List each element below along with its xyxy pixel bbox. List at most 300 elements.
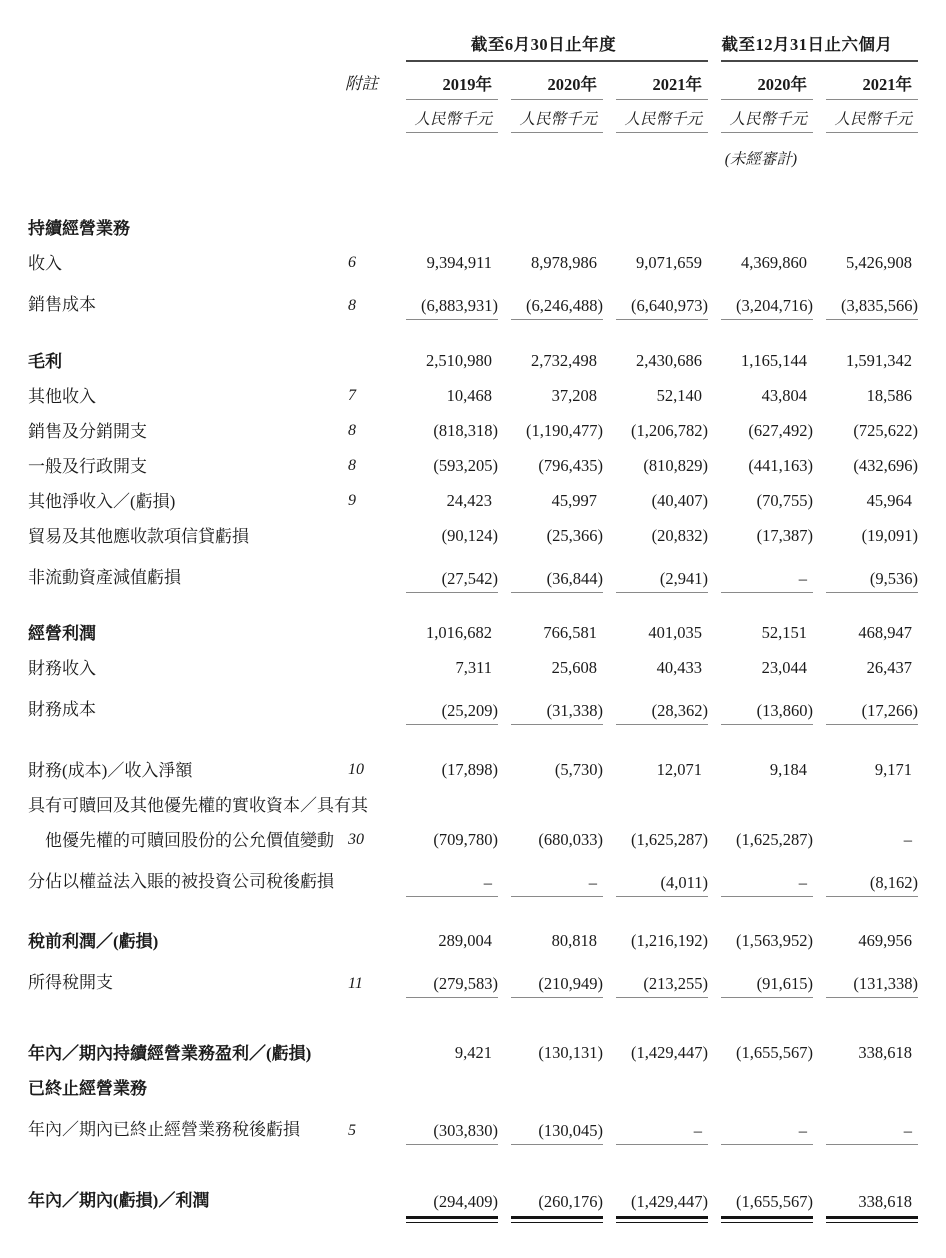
row-label: 銷售及分銷開支 (28, 421, 147, 441)
cell-value: (1,625,287) (736, 830, 814, 850)
cell-value: (1,563,952) (736, 931, 814, 951)
row-value-cell (385, 686, 498, 727)
row-value-cell (702, 379, 807, 414)
row-note: 9 (348, 492, 356, 510)
row-value-cell (807, 344, 912, 379)
row-label: 具有可贖回及其他優先權的實收資本／具有其 (28, 795, 368, 815)
row-value-cell (385, 1106, 498, 1147)
cell-value: 9,184 (769, 760, 808, 780)
row-label: 分佔以權益法入賬的被投資公司稅後虧損 (28, 872, 334, 892)
row-value-cell (597, 753, 702, 788)
spacer-row (28, 595, 912, 616)
cell-value: (279,583) (433, 974, 498, 994)
row-value-cell (807, 823, 912, 858)
row-value-cell (597, 1036, 709, 1071)
year-label: 2020年 (757, 74, 808, 94)
spacer-row (28, 1147, 912, 1179)
cell-value: 43,804 (761, 386, 808, 406)
row-value-cell (807, 246, 912, 281)
cell-value: (17,266) (861, 701, 919, 721)
table-row (28, 753, 912, 788)
row-label: 財務收入 (28, 658, 96, 678)
cell-value: (28,362) (651, 701, 709, 721)
row-note (340, 519, 385, 554)
row-value-cell (807, 924, 912, 959)
spacer-cell (28, 183, 912, 211)
cell-value: – (588, 873, 597, 893)
row-label: 年內／期內持續經營業務盈利／(虧損) (28, 1043, 312, 1063)
cell-value: (213,255) (643, 974, 709, 994)
unit-label: 人民幣千元 (519, 110, 597, 128)
unit-label: 人民幣千元 (414, 110, 492, 128)
cell-value: – (798, 873, 808, 893)
cell-value: (680,033) (538, 830, 603, 850)
row-value-cell (597, 449, 709, 484)
row-value-cell (385, 281, 498, 322)
row-note (340, 1071, 385, 1106)
row-value-cell (492, 281, 603, 322)
cell-value: 8,978,986 (531, 253, 597, 273)
underline-rule (721, 896, 813, 898)
row-value-cell (492, 686, 603, 727)
row-value-cell (702, 1106, 807, 1147)
cell-value: (210,949) (538, 974, 603, 994)
row-note: 7 (348, 387, 356, 405)
row-value-cell (492, 484, 597, 519)
cell-value: (6,883,931) (421, 296, 498, 316)
spacer-row (28, 899, 912, 924)
cell-value: (1,216,192) (631, 931, 709, 951)
table-row (28, 1106, 912, 1147)
spacer-row (28, 322, 912, 344)
cell-value: (6,246,488) (526, 296, 603, 316)
double-rule (616, 1216, 708, 1224)
row-value-cell (492, 1179, 603, 1223)
cell-value: (818,318) (433, 421, 498, 441)
cell-value: 468,947 (858, 623, 913, 643)
row-value-cell (807, 788, 912, 823)
cell-value: 4,369,860 (741, 253, 808, 273)
row-value-cell (597, 379, 702, 414)
cell-value: (131,338) (853, 974, 919, 994)
row-value-cell (385, 379, 492, 414)
row-label: 貿易及其他應收款項信貸虧損 (28, 526, 249, 546)
row-value-cell (597, 1179, 709, 1223)
group-annual-header (385, 24, 702, 62)
row-value-cell (492, 788, 597, 823)
year-header-cell (492, 62, 597, 100)
cell-value: 9,394,911 (426, 253, 492, 273)
row-value-cell (807, 616, 912, 651)
table-row (28, 1071, 912, 1106)
underline-rule (721, 592, 813, 594)
row-note (340, 651, 385, 686)
row-value-cell (492, 246, 597, 281)
row-value-cell (492, 823, 603, 858)
cell-value: (1,655,567) (736, 1192, 814, 1212)
unaudited-label: (未經審計) (724, 151, 798, 168)
year-label: 2019年 (442, 74, 492, 94)
row-label: 銷售成本 (28, 295, 96, 315)
cell-value: (36,844) (546, 569, 603, 589)
row-value-cell (492, 959, 603, 1000)
row-value-cell (597, 484, 709, 519)
row-note (340, 924, 385, 959)
cell-value: 52,140 (656, 386, 703, 406)
row-value-cell (385, 246, 492, 281)
cell-value: (4,011) (660, 873, 709, 893)
row-value-cell (702, 651, 807, 686)
group-annual-title: 截至6月30日止年度 (470, 35, 617, 55)
row-value-cell (807, 1071, 912, 1106)
group-header-row (28, 24, 912, 62)
cell-value: (1,190,477) (526, 421, 603, 441)
row-value-cell (385, 858, 492, 899)
underline-rule (511, 1144, 603, 1146)
cell-value: (25,366) (546, 526, 603, 546)
underline-rule (511, 319, 603, 321)
row-value-cell (807, 651, 912, 686)
cell-value: 25,608 (551, 658, 597, 678)
row-value-cell (807, 1106, 912, 1147)
row-value-cell (807, 858, 919, 899)
row-value-cell (807, 1036, 912, 1071)
cell-value: 338,618 (858, 1192, 913, 1212)
cell-value: 45,964 (866, 491, 913, 511)
row-value-cell (385, 554, 498, 595)
cell-value: (725,622) (853, 421, 919, 441)
row-note (340, 1036, 385, 1071)
row-value-cell (492, 651, 597, 686)
row-note: 6 (348, 254, 356, 272)
spacer-cell (28, 1147, 912, 1179)
cell-value: – (903, 1121, 913, 1141)
table-row (28, 246, 912, 281)
double-rule-top (721, 1216, 813, 1220)
row-label: 非流動資產減值虧損 (28, 568, 181, 588)
row-label: 財務成本 (28, 700, 96, 720)
cell-value: 766,581 (543, 623, 597, 643)
underline-rule (721, 1144, 813, 1146)
underline-rule (721, 997, 813, 999)
row-note (340, 686, 385, 727)
row-label: 已終止經營業務 (28, 1078, 147, 1098)
empty-cell (340, 100, 385, 133)
table-row (28, 924, 912, 959)
cell-value: 10,468 (446, 386, 492, 406)
empty-cell (340, 24, 385, 62)
table-row (28, 959, 912, 1000)
cell-value: (90,124) (441, 526, 498, 546)
cell-value: (3,835,566) (841, 296, 919, 316)
row-label: 財務(成本)／收入淨額 (28, 760, 193, 780)
row-value-cell (702, 616, 807, 651)
underline-rule (406, 724, 498, 726)
double-rule-top (511, 1216, 603, 1220)
table-row (28, 281, 912, 322)
cell-value: (40,407) (651, 491, 709, 511)
cell-value: 1,165,144 (741, 351, 808, 371)
underline-rule (406, 592, 498, 594)
underline-rule (826, 724, 918, 726)
row-note: 8 (348, 296, 356, 314)
row-value-cell (385, 484, 492, 519)
cell-value: – (693, 1121, 703, 1141)
spacer-cell (28, 899, 912, 924)
row-value-cell (807, 281, 919, 322)
underline-rule (511, 724, 603, 726)
row-value-cell (385, 616, 492, 651)
row-value-cell (702, 344, 807, 379)
cell-value: (31,338) (546, 701, 603, 721)
row-value-cell (597, 858, 709, 899)
cell-value: (5,730) (554, 760, 603, 780)
row-label: 一般及行政開支 (28, 456, 147, 476)
table-body (28, 183, 919, 1223)
cell-value: 24,423 (446, 491, 492, 511)
unit-label: 人民幣千元 (729, 110, 808, 128)
row-value-cell (597, 211, 702, 246)
cell-value: (17,387) (756, 526, 814, 546)
row-value-cell (492, 211, 597, 246)
row-value-cell (807, 484, 912, 519)
cell-value: 7,311 (455, 658, 492, 678)
row-value-cell (702, 753, 807, 788)
row-value-cell (492, 344, 597, 379)
cell-value: 37,208 (551, 386, 597, 406)
row-value-cell (702, 414, 814, 449)
row-note: 10 (348, 761, 364, 779)
row-value-cell (807, 959, 919, 1000)
row-label: 其他收入 (28, 386, 96, 406)
cell-value: 9,071,659 (636, 253, 703, 273)
row-value-cell (807, 753, 912, 788)
row-note (340, 554, 385, 595)
row-label: 經營利潤 (28, 623, 96, 643)
cell-value: 2,732,498 (531, 351, 597, 371)
underline-rule (406, 319, 498, 321)
empty-cell (28, 100, 340, 133)
cell-value: 80,818 (551, 931, 597, 951)
year-label: 2020年 (547, 74, 597, 94)
row-value-cell (597, 554, 709, 595)
empty-cell (28, 62, 340, 100)
empty-cell (28, 133, 340, 183)
cell-value: (20,832) (651, 526, 709, 546)
spacer-cell (28, 595, 912, 616)
row-value-cell (702, 959, 814, 1000)
row-value-cell (597, 519, 709, 554)
group-interim-header (702, 24, 912, 62)
double-rule-top (406, 1216, 498, 1220)
row-value-cell (385, 823, 498, 858)
cell-value: 289,004 (438, 931, 492, 951)
row-label: 年內／期內(虧損)／利潤 (28, 1191, 210, 1211)
cell-value: (1,206,782) (631, 421, 709, 441)
cell-value: (6,640,973) (631, 296, 709, 316)
row-label: 收入 (28, 253, 62, 273)
spacer-row (28, 1000, 912, 1036)
double-rule (511, 1216, 603, 1224)
underline-rule (511, 896, 603, 898)
row-value-cell (807, 554, 919, 595)
cell-value: 9,171 (874, 760, 913, 780)
row-note: 5 (348, 1121, 356, 1139)
spacer-cell (28, 727, 912, 753)
cell-value: – (798, 569, 808, 589)
row-value-cell (702, 554, 807, 595)
row-value-cell (385, 959, 498, 1000)
row-label: 他優先權的可贖回股份的公允價值變動 (45, 830, 334, 850)
row-value-cell (385, 1179, 498, 1223)
row-value-cell (385, 519, 498, 554)
row-value-cell (597, 924, 709, 959)
table-row (28, 616, 912, 651)
row-value-cell (597, 1106, 702, 1147)
row-value-cell (807, 1179, 912, 1223)
cell-value: (432,696) (853, 456, 919, 476)
row-note (340, 211, 385, 246)
row-note (340, 1179, 385, 1223)
unit-header-cell (807, 100, 912, 133)
group-interim-title: 截至12月31日止六個月 (721, 35, 893, 55)
row-value-cell (597, 959, 709, 1000)
income-statement-table (28, 24, 919, 1223)
row-value-cell (702, 519, 814, 554)
table-header (28, 24, 912, 183)
underline-rule (616, 896, 708, 898)
row-value-cell (492, 379, 597, 414)
double-rule-bottom (511, 1222, 603, 1224)
row-value-cell (385, 211, 492, 246)
cell-value: 23,044 (761, 658, 808, 678)
double-rule-top (826, 1216, 918, 1220)
cell-value: (70,755) (756, 491, 814, 511)
table-row (28, 379, 912, 414)
row-note: 11 (348, 974, 363, 992)
underline-rule (721, 319, 813, 321)
row-value-cell (807, 414, 919, 449)
cell-value: (130,045) (538, 1121, 603, 1141)
underline-rule (511, 592, 603, 594)
row-label: 所得稅開支 (28, 973, 113, 993)
cell-value: 45,997 (551, 491, 597, 511)
row-value-cell (492, 554, 603, 595)
cell-value: (1,625,287) (631, 830, 709, 850)
cell-value: (303,830) (433, 1121, 498, 1141)
row-value-cell (597, 788, 702, 823)
empty-cell (807, 133, 912, 183)
unaudited-row (28, 133, 912, 183)
row-value-cell (702, 788, 807, 823)
unit-header-cell (385, 100, 492, 133)
cell-value: (1,429,447) (631, 1043, 709, 1063)
year-header-cell (807, 62, 912, 100)
row-value-cell (597, 686, 709, 727)
row-label: 其他淨收入／(虧損) (28, 491, 176, 511)
row-value-cell (702, 823, 814, 858)
underline-rule (406, 997, 498, 999)
unit-label: 人民幣千元 (624, 110, 703, 128)
table-row (28, 211, 912, 246)
cell-value: 9,421 (454, 1043, 492, 1063)
spacer-row (28, 727, 912, 753)
row-value-cell (492, 519, 603, 554)
year-header-cell (702, 62, 807, 100)
cell-value: (130,131) (538, 1043, 603, 1063)
empty-cell (597, 133, 702, 183)
row-label: 年內／期內已終止經營業務稅後虧損 (28, 1120, 300, 1140)
table-row (28, 414, 912, 449)
empty-cell (340, 133, 385, 183)
underline-rule (406, 896, 498, 898)
row-value-cell (807, 449, 919, 484)
underline-rule (511, 997, 603, 999)
cell-value: 2,510,980 (426, 351, 492, 371)
cell-value: 12,071 (656, 760, 703, 780)
double-rule (721, 1216, 813, 1224)
double-rule (406, 1216, 498, 1224)
row-value-cell (385, 1071, 492, 1106)
row-value-cell (385, 1036, 492, 1071)
unit-header-cell (702, 100, 807, 133)
underline-rule (826, 319, 918, 321)
row-value-cell (597, 651, 702, 686)
cell-value: 401,035 (648, 623, 703, 643)
row-note: 8 (348, 422, 356, 440)
row-value-cell (492, 1106, 603, 1147)
row-value-cell (597, 414, 709, 449)
underline-rule (721, 724, 813, 726)
row-label: 毛利 (28, 351, 62, 371)
empty-cell (28, 24, 340, 62)
row-value-cell (492, 1036, 603, 1071)
row-value-cell (807, 211, 912, 246)
row-value-cell (492, 616, 597, 651)
unit-header-cell (492, 100, 597, 133)
row-value-cell (807, 379, 912, 414)
year-header-cell (597, 62, 702, 100)
row-value-cell (385, 753, 498, 788)
underline-rule (406, 1144, 498, 1146)
row-note: 8 (348, 457, 356, 475)
row-note (340, 344, 385, 379)
cell-value: – (798, 1121, 808, 1141)
underline-rule (616, 997, 708, 999)
row-value-cell (807, 519, 919, 554)
table-row (28, 788, 912, 823)
double-rule-bottom (406, 1222, 498, 1224)
row-value-cell (597, 246, 702, 281)
underline-rule (826, 896, 918, 898)
row-value-cell (597, 344, 702, 379)
table-row (28, 344, 912, 379)
cell-value: 26,437 (866, 658, 913, 678)
cell-value: (9,536) (869, 569, 919, 589)
row-value-cell (385, 414, 498, 449)
cell-value: (27,542) (441, 569, 498, 589)
year-header-row (28, 62, 912, 100)
cell-value: 2,430,686 (636, 351, 703, 371)
spacer-cell (28, 1000, 912, 1036)
cell-value: 469,956 (858, 931, 913, 951)
row-value-cell (597, 281, 709, 322)
double-rule-bottom (616, 1222, 708, 1224)
cell-value: – (483, 873, 492, 893)
row-value-cell (702, 211, 807, 246)
cell-value: (13,860) (756, 701, 814, 721)
cell-value: 40,433 (656, 658, 703, 678)
